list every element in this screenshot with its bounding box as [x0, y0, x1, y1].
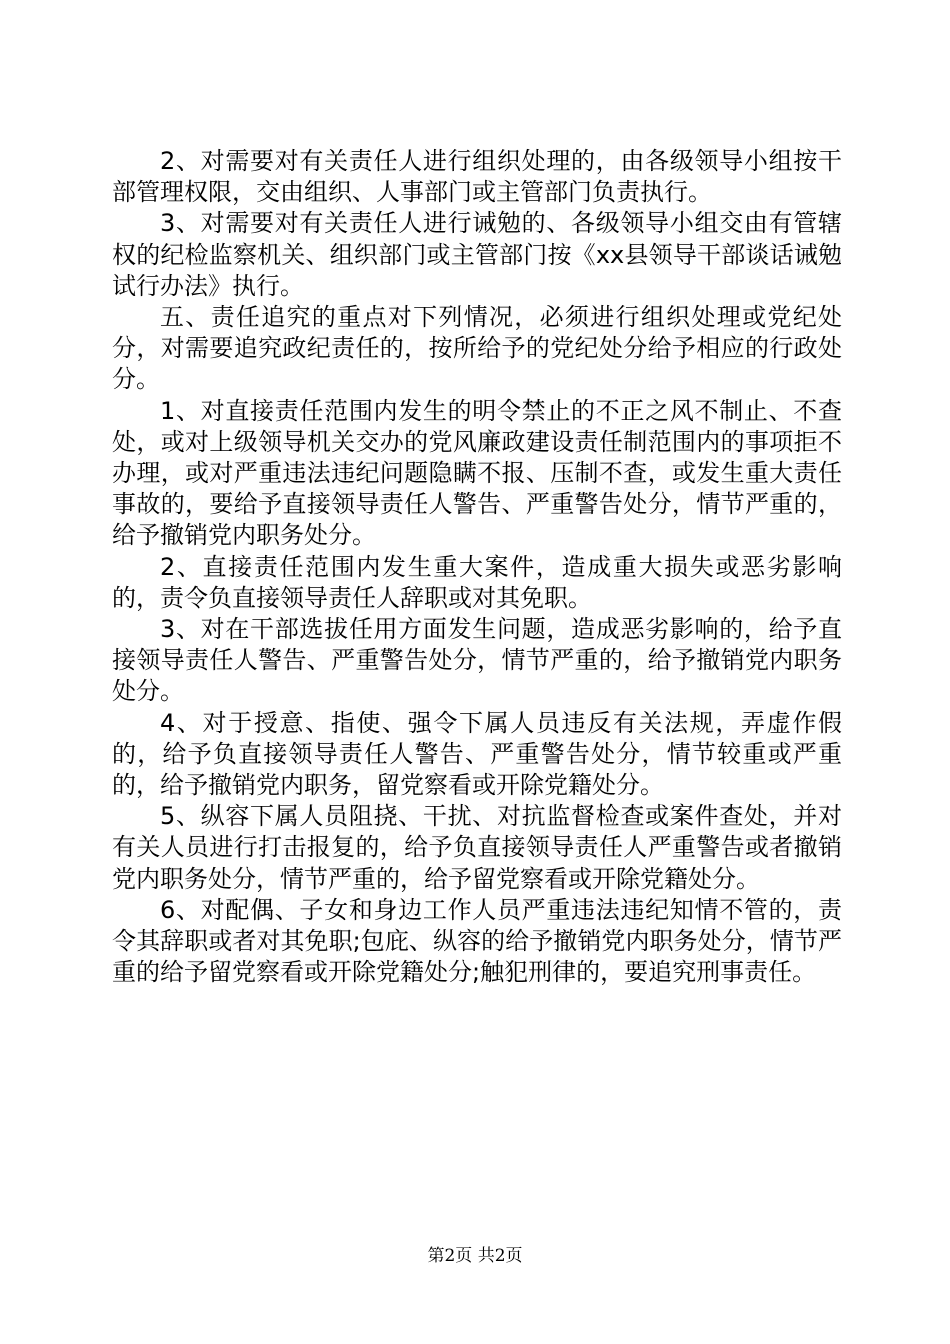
paragraph-1: 2、对需要对有关责任人进行组织处理的，由各级领导小组按干部管理权限，交由组织、人事部门或主管部门负责执行。 [112, 147, 842, 207]
paragraph-6: 3、对在干部选拔任用方面发生问题，造成恶劣影响的，给予直接领导责任人警告、严重警告处分，情节严重的，给予撤销党内职务处分。 [112, 615, 842, 706]
paragraph-3: 五、责任追究的重点对下列情况，必须进行组织处理或党纪处分，对需要追究政纪责任的，按所给予的党纪处分给予相应的行政处分。 [112, 303, 842, 394]
paragraph-5: 2、直接责任范围内发生重大案件，造成重大损失或恶劣影响的，责令负直接领导责任人辞职或对其免职。 [112, 552, 842, 612]
page-footer: 第2页 共2页 [427, 1246, 523, 1266]
paragraph-4: 1、对直接责任范围内发生的明令禁止的不正之风不制止、不查处，或对上级领导机关交办的党风廉政建设责任制范围内的事项拒不办理，或对严重违法违纪问题隐瞒不报、压制不查，或发生重大责任事故的，要给予直接领导责任人警告、严重警告处分，情节严重的，给予撤销党内职务处分。 [112, 396, 842, 550]
paragraph-8: 5、纵容下属人员阻挠、干扰、对抗监督检查或案件查处，并对有关人员进行打击报复的，给予负直接领导责任人严重警告或者撤销党内职务处分，情节严重的，给予留党察看或开除党籍处分。 [112, 802, 842, 893]
paragraph-7: 4、对于授意、指使、强令下属人员违反有关法规，弄虚作假的，给予负直接领导责任人警告、严重警告处分，情节较重或严重的，给予撤销党内职务，留党察看或开除党籍处分。 [112, 708, 842, 800]
document-body [112, 146, 842, 988]
paragraph-2: 3、对需要对有关责任人进行诫勉的、各级领导小组交由有管辖权的纪检监察机关、组织部门或主管部门按《xx县领导干部谈话诫勉试行办法》执行。 [112, 209, 842, 300]
paragraph-9: 6、对配偶、子女和身边工作人员严重违法违纪知情不管的，责令其辞职或者对其免职;包庇、纵容的给予撤销党内职务处分，情节严重的给予留党察看或开除党籍处分;触犯刑律的，要追究刑事责任。 [112, 895, 842, 987]
